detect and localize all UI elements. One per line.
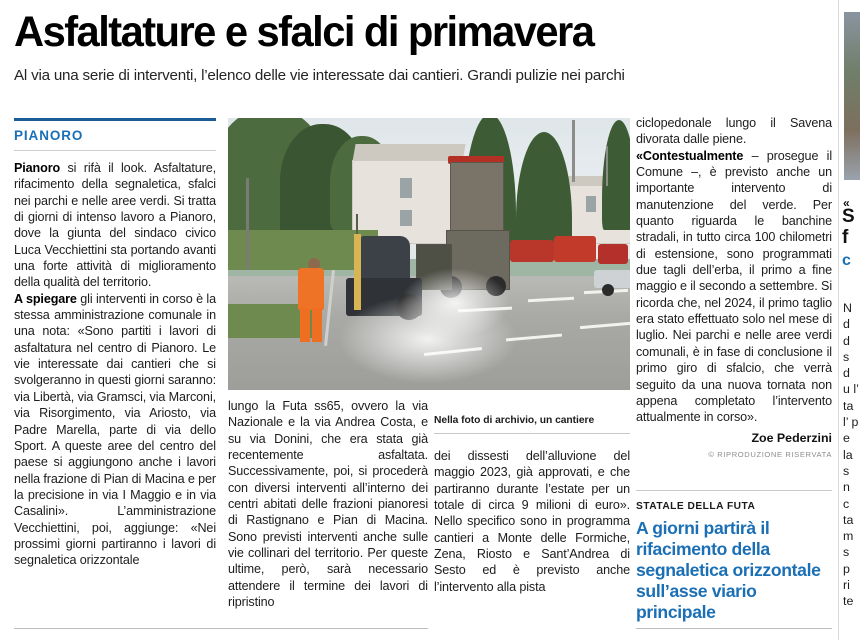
- paragraph: lungo la Futa ss65, ovvero la via Nazionale e la via Andrea Costa, e su via Donini, che era stata già recentemente asfaltata. Successivamente, poi, si procederà con diversi interventi all’interno dei centri abitati delle frazioni pianoresi di Rastignano e Pian di Macina. Sono previsti interventi anche sulle vie collinari del territorio. Per queste ultime, però, sarà necessario attendere il termine dei lavori di ripristino: [228, 399, 428, 610]
- photo-worker-leg: [312, 308, 322, 342]
- photo-illustration: [228, 118, 630, 390]
- article-byline: Zoe Pederzini: [751, 430, 832, 445]
- photo-pylon: [572, 120, 575, 182]
- photo-window: [586, 196, 596, 212]
- photo-window: [400, 178, 412, 198]
- photo-vehicle: [554, 236, 596, 262]
- paragraph-lead-in: «Contestualmente: [636, 148, 744, 163]
- adjacent-quote-mark: «: [843, 196, 850, 210]
- paragraph: [14, 160, 216, 291]
- teaser-title[interactable]: A giorni partirà il rifacimento della segnaletica orizzontale sull’asse viario principale: [636, 518, 821, 622]
- paragraph-text: gli interventi in corso è la stessa amministrazione comunale in una nota: «Sono partiti i lavori di asfaltatura nel centro di Pianoro. Le vie interessate dai cantieri che si svolgeranno in questi giorni saranno: via Libertà, via Gramsci, via Marconi, via Risorgimento, via Ariosto, via Padre Marella, parte di via dello Sport. A queste aree del centro del paese si aggiungono anche i lavori nella frazione di Pian di Macina e per la precisione in via I Maggio e in via Casalini». L’amministrazione Vecchiettini, poi, aggiunge: «Nei prossimi giorni partiranno i lavori di segnaletica orizzontale: [14, 291, 216, 568]
- article-column-3: [434, 448, 630, 595]
- photo-worker-body: [298, 268, 324, 310]
- adjacent-article-sliver: [840, 0, 860, 640]
- headline-block: [14, 8, 824, 86]
- article-column-4: [636, 115, 832, 459]
- paragraph: [14, 291, 216, 569]
- copyright-notice: © RIPRODUZIONE RISERVATA: [708, 449, 832, 459]
- kicker-rule-bottom: [14, 150, 216, 151]
- paragraph-text: si rifà il look. Asfaltature, rifacimento della segnaletica, sfalci nei parchi e nelle aree verdi. Si tratta di giorni di intenso lavoro a Pianoro, dove la giunta del sindaco civico Luca Vecchiettini sta portando avanti una forte attività di miglioramento della qualità del territorio.: [14, 161, 216, 290]
- photo-caption: Nella foto di archivio, un cantiere: [434, 415, 595, 426]
- paragraph: [636, 148, 832, 426]
- photo-vehicle: [510, 240, 554, 262]
- paragraph: dei dissesti dell’alluvione del maggio 2023, già approvati, e che partiranno durante l’estate per un totale di circa 9 milioni di euro». Nello specifico sono in programma cantieri a Monte delle Formiche, Zena, Riosto e Sant’Andrea di Sesto ed è previsto anche l’intervento alla pista: [434, 449, 630, 594]
- page-title: Asfaltature e sfalci di primavera: [14, 8, 594, 56]
- adjacent-article-photo: [844, 12, 860, 180]
- section-kicker: PIANORO: [14, 128, 84, 143]
- adjacent-body-fragment: N d d s d u l’ ta l’ p e la s n c ta m s p ri te: [843, 301, 859, 609]
- article-deck: Al via una serie di interventi, l’elenco delle vie interessate dai cantieri. Grandi pulizie nei parchi: [14, 67, 625, 84]
- photo-wheel: [602, 284, 614, 296]
- photo-caption-block: [434, 414, 630, 434]
- photo-truck-bed: [450, 162, 504, 236]
- photo-pole: [246, 178, 249, 270]
- article-photo: [228, 118, 630, 390]
- adjacent-headline-line-2: f: [842, 227, 848, 248]
- adjacent-headline-line-1: S: [842, 206, 855, 227]
- teaser-rule-top: [636, 490, 832, 491]
- caption-rule: [434, 433, 630, 434]
- paragraph: ciclopedonale lungo il Savena divorata dalle piene.: [636, 116, 832, 147]
- column-divider: [838, 0, 839, 640]
- photo-window: [400, 210, 412, 226]
- teaser-bottom-rule: [636, 628, 832, 629]
- article-column-2: [228, 398, 428, 610]
- related-teaser[interactable]: [636, 490, 832, 623]
- adjacent-headline-fragment: [842, 206, 854, 248]
- bottom-rule: [14, 628, 428, 629]
- photo-dust: [400, 268, 510, 338]
- article-column-1: [14, 118, 216, 569]
- teaser-kicker: STATALE DELLA FUTA: [636, 501, 756, 512]
- photo-worker-leg: [300, 308, 310, 342]
- photo-vehicle: [598, 244, 628, 264]
- paragraph-lead-in: A spiegare: [14, 291, 77, 306]
- adjacent-subhead-fragment: c: [842, 252, 851, 269]
- paragraph-text: – prosegue il Comune –, è previsto anche un importante intervento di manutenzione del verde. Per quanto riguarda le banchine stradali, in tutto circa 100 chilometri di estensione, sono programmati due tagli dell’erba, il primo a fine maggio e il secondo a settembre. Si ricorda che, nel 2024, il primo taglio era stato effettuato solo nel mese di luglio. Nei parchi e nelle aree verdi comunali, è in fase di conclusione il primo giro di sfalcio, che verrà seguito da una nuova tornata non appena completato l’intervento attualmente in corso».: [636, 148, 833, 425]
- photo-streetlight: [606, 146, 608, 186]
- paragraph-lead-in: Pianoro: [14, 161, 61, 175]
